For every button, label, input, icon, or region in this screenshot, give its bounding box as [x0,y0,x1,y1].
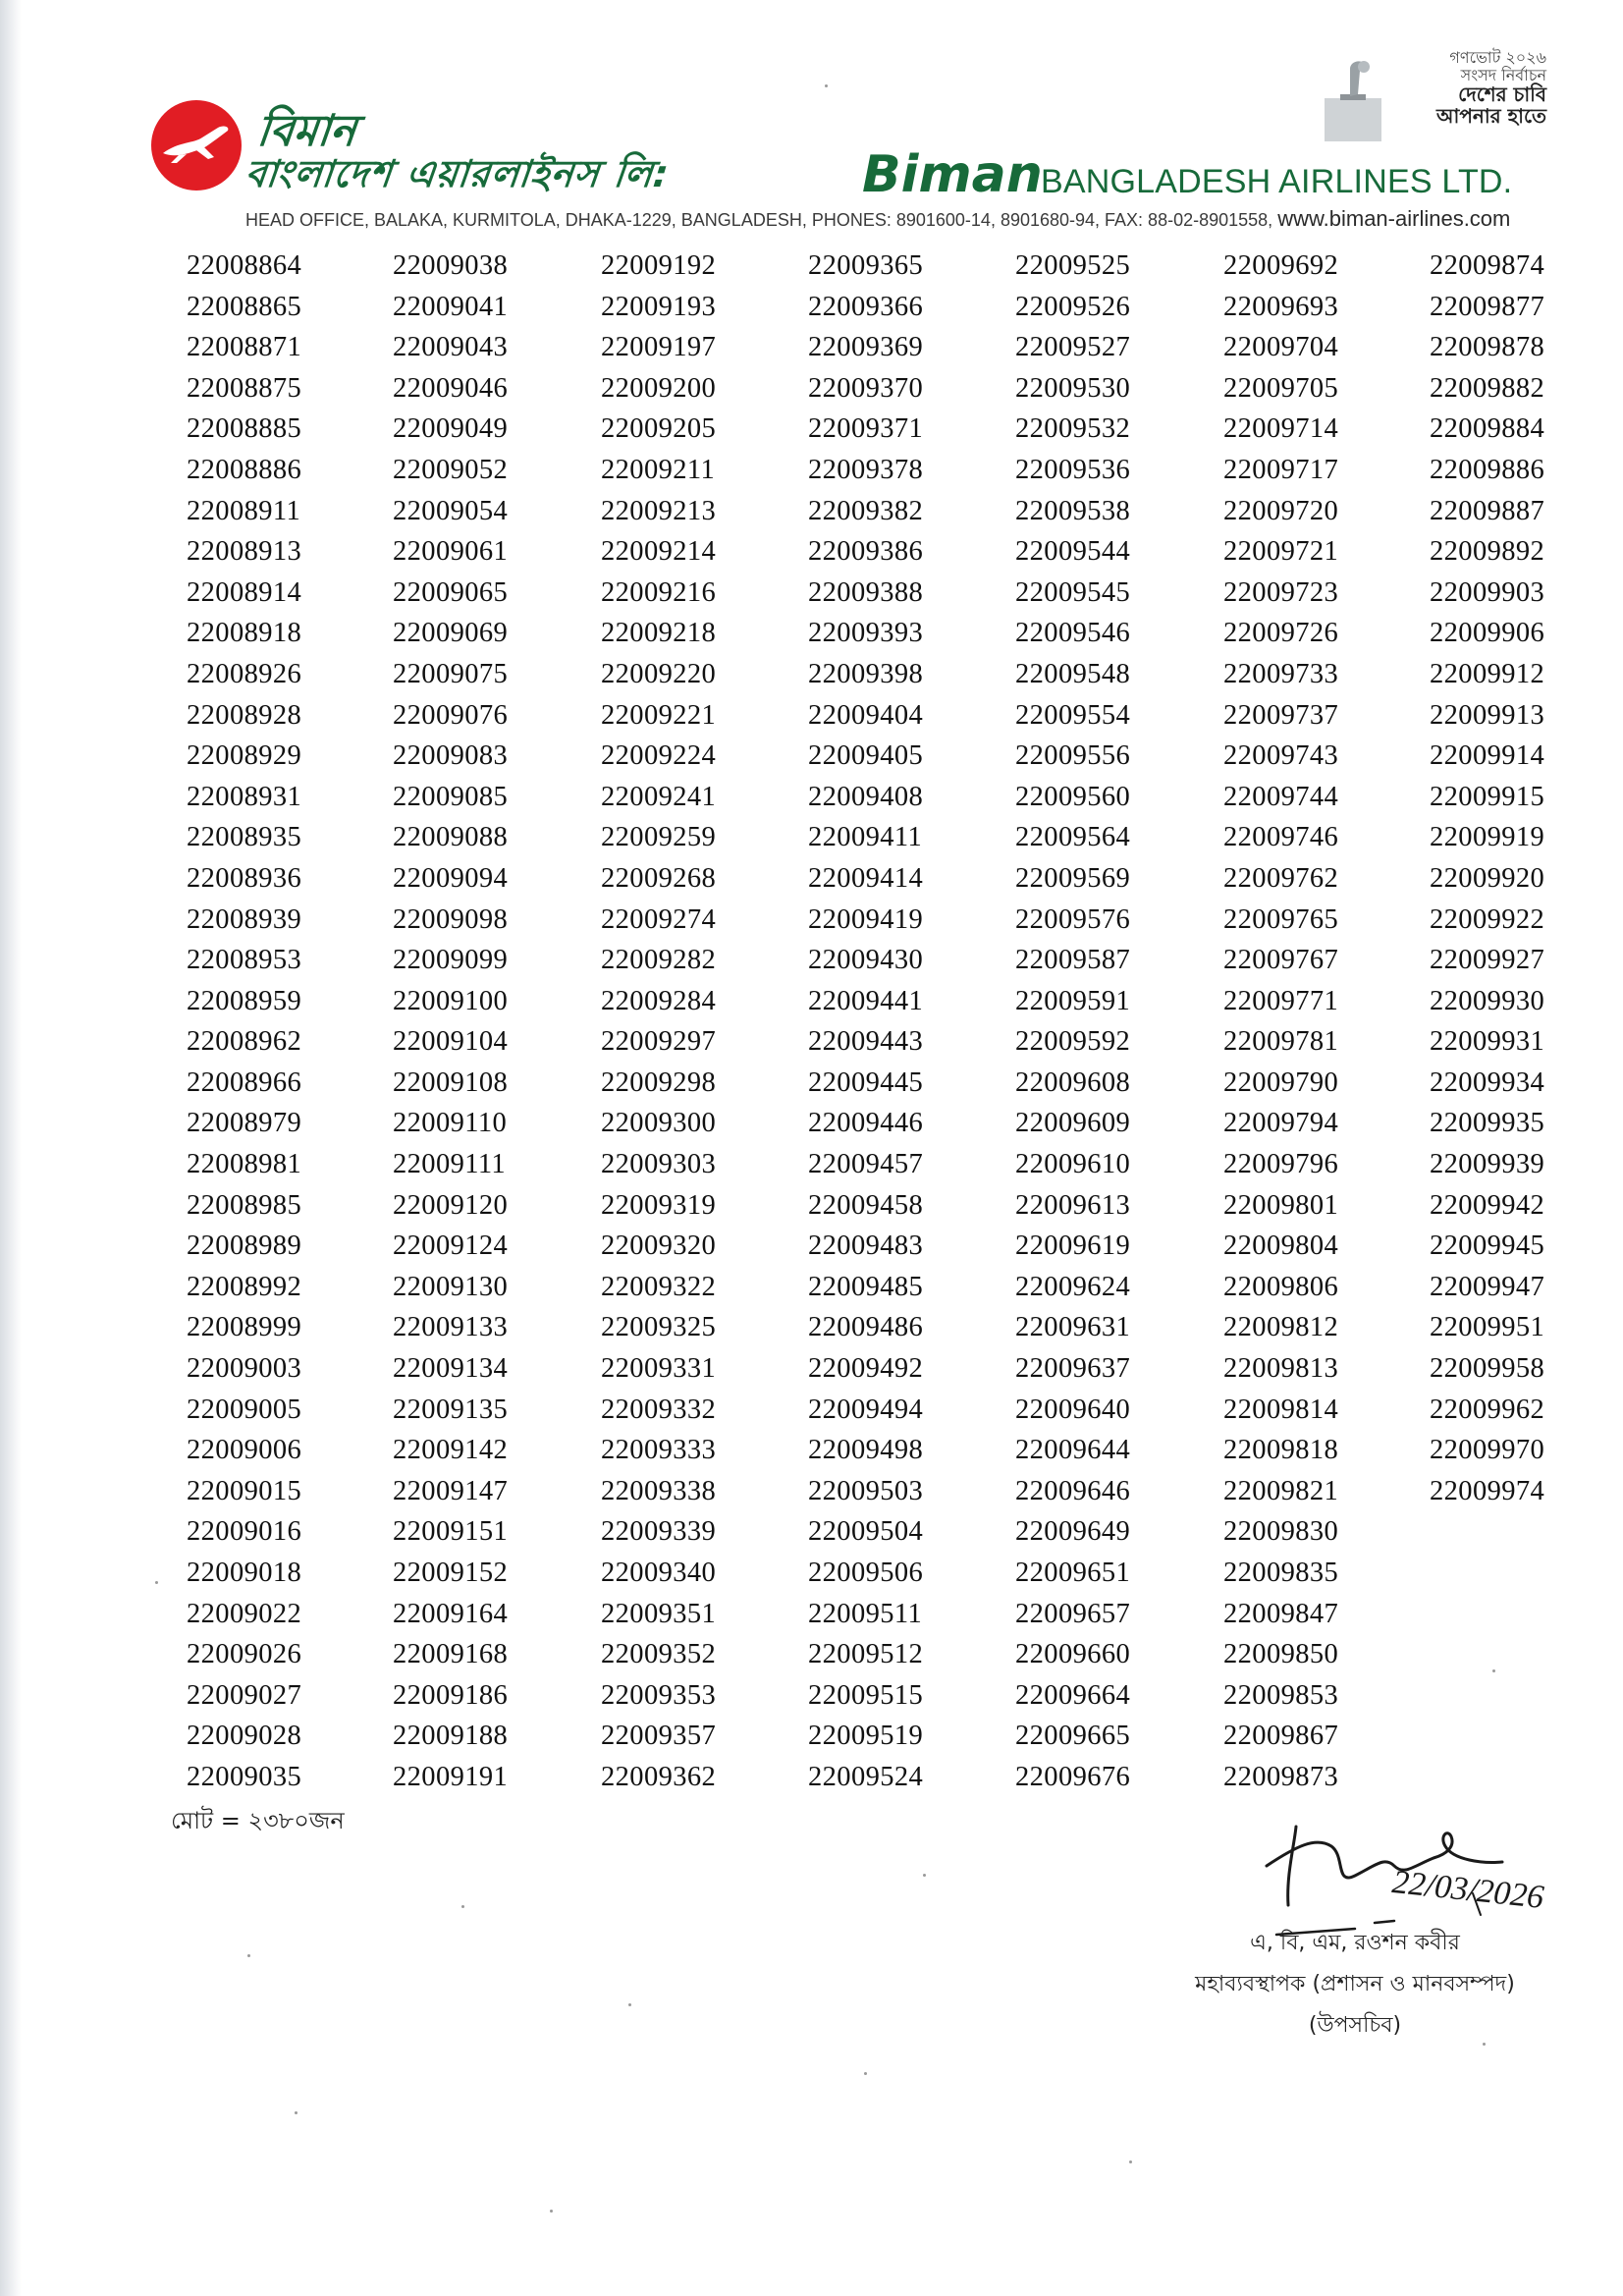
roll-number: 22008914 [187,576,302,608]
roll-number: 22009519 [808,1721,924,1752]
roll-number: 22009804 [1223,1230,1339,1262]
roll-number: 22009069 [393,618,509,649]
roll-number: 22009320 [601,1230,717,1262]
roll-number: 22008928 [187,699,302,731]
roll-number: 22009744 [1223,781,1339,812]
roll-number: 22009027 [187,1679,302,1711]
roll-number: 22009104 [393,1026,509,1058]
roll-number: 22009613 [1015,1189,1131,1221]
roll-number: 22009873 [1223,1761,1339,1792]
roll-number: 22009494 [808,1394,924,1425]
roll-number: 22009221 [601,699,717,731]
roll-number: 22009504 [808,1516,924,1548]
roll-number: 22009664 [1015,1679,1131,1711]
roll-number: 22009609 [1015,1108,1131,1139]
roll-number: 22009430 [808,945,924,976]
roll-number: 22009325 [601,1312,717,1343]
roll-number: 22009765 [1223,903,1339,935]
roll-number: 22009877 [1430,291,1545,322]
roll-number: 22009005 [187,1394,302,1425]
roll-number: 22009644 [1015,1435,1131,1466]
roll-number: 22009151 [393,1516,509,1548]
roll-number: 22009544 [1015,536,1131,568]
roll-number: 22009692 [1223,250,1339,281]
roll-number: 22009483 [808,1230,924,1262]
roll-number: 22009665 [1015,1721,1131,1752]
election-line2: সংসদ নির্বাচন [1460,65,1546,84]
roll-number: 22009576 [1015,903,1131,935]
roll-number: 22009608 [1015,1066,1131,1098]
roll-number: 22009282 [601,945,717,976]
roll-number: 22009405 [808,740,924,772]
roll-number: 22009498 [808,1435,924,1466]
roll-number: 22009192 [601,250,717,281]
roll-number: 22009099 [393,945,509,976]
roll-number: 22009098 [393,903,509,935]
roll-number: 22009723 [1223,576,1339,608]
roll-number: 22009717 [1223,454,1339,485]
roll-number: 22009835 [1223,1558,1339,1588]
roll-number: 22008865 [187,291,302,322]
roll-number: 22009878 [1430,332,1545,363]
roll-column-5 [1015,246,1212,1798]
roll-number: 22009874 [1430,250,1545,281]
roll-number: 22009371 [808,413,924,445]
roll-number: 22009351 [601,1598,717,1629]
roll-number: 22009398 [808,658,924,689]
roll-number: 22009130 [393,1271,509,1302]
roll-number: 22009331 [601,1353,717,1385]
roll-number: 22009914 [1430,740,1545,772]
roll-number: 22009015 [187,1475,302,1506]
roll-number: 22009259 [601,822,717,853]
roll-number: 22009200 [601,372,717,404]
roll-number: 22009168 [393,1639,509,1670]
roll-number: 22009393 [808,618,924,649]
roll-number: 22008935 [187,822,302,853]
roll-number: 22009414 [808,862,924,894]
roll-number: 22009526 [1015,291,1131,322]
roll-number: 22009511 [808,1598,923,1629]
roll-number: 22009378 [808,454,924,485]
roll-number: 22009714 [1223,413,1339,445]
roll-number: 22008959 [187,985,302,1016]
roll-number: 22009188 [393,1721,509,1752]
bengali-airline-name-line2: বাংলাদেশ এয়ারলাইনস লি: [243,152,672,195]
roll-number: 22009457 [808,1149,924,1180]
roll-number: 22009619 [1015,1230,1131,1262]
roll-number: 22009939 [1430,1149,1545,1180]
roll-number: 22009486 [808,1312,924,1343]
roll-number: 22009369 [808,332,924,363]
roll-column-2 [393,246,589,1798]
signer-rank: (উপসচিব) [1308,2013,1402,2038]
roll-number: 22008929 [187,740,302,772]
roll-number: 22009882 [1430,372,1545,404]
roll-number: 22008966 [187,1066,302,1098]
roll-number: 22009300 [601,1108,717,1139]
roll-number: 22009216 [601,576,717,608]
roll-number: 22009591 [1015,985,1131,1016]
roll-number: 22009886 [1430,454,1545,485]
roll-number: 22009214 [601,536,717,568]
roll-number: 22009806 [1223,1271,1339,1302]
election-badge [1321,49,1546,147]
roll-number: 22009637 [1015,1353,1131,1385]
roll-number: 22009268 [601,862,717,894]
roll-number: 22008864 [187,250,302,281]
roll-number: 22009922 [1430,903,1545,935]
roll-number: 22008985 [187,1189,302,1221]
roll-number: 22009853 [1223,1679,1339,1711]
roll-number: 22009920 [1430,862,1545,894]
roll-number: 22009720 [1223,495,1339,526]
roll-number: 22009085 [393,781,509,812]
roll-column-3 [601,246,797,1798]
roll-number: 22009813 [1223,1353,1339,1385]
roll-number: 22009640 [1015,1394,1131,1425]
election-slogan-line1: দেশের চাবি [1458,82,1546,107]
roll-number: 22009830 [1223,1516,1339,1548]
roll-number: 22009218 [601,618,717,649]
roll-number: 22009726 [1223,618,1339,649]
roll-number: 22009930 [1430,985,1545,1016]
roll-number: 22009362 [601,1761,717,1792]
signer-name: এ, বি, এম, রওশন কবীর [1250,1931,1460,1955]
roll-number: 22009503 [808,1475,924,1506]
roll-number: 22009548 [1015,658,1131,689]
roll-number: 22009339 [601,1516,717,1548]
roll-number: 22008981 [187,1149,302,1180]
roll-number: 22009545 [1015,576,1131,608]
roll-number: 22009445 [808,1066,924,1098]
address-text: HEAD OFFICE, BALAKA, KURMITOLA, DHAKA-1229, BANGLADESH, PHONES: 8901600-14, 8901680-94, FAX: 88-02-8901558, [245,210,1273,230]
roll-number: 22008886 [187,454,302,485]
roll-number: 22009934 [1430,1066,1545,1098]
roll-number: 22009386 [808,536,924,568]
roll-number: 22009408 [808,781,924,812]
roll-number: 22009419 [808,903,924,935]
roll-number: 22009443 [808,1026,924,1058]
election-line1: গণভোট ২০২৬ [1449,48,1546,67]
ballot-box-icon [1321,55,1397,145]
roll-column-7 [1430,246,1623,1511]
roll-number: 22009193 [601,291,717,322]
roll-number: 22009624 [1015,1271,1131,1302]
roll-number: 22008936 [187,862,302,894]
roll-number: 22008885 [187,413,302,445]
roll-number: 22009781 [1223,1026,1339,1058]
roll-number: 22009974 [1430,1475,1545,1506]
roll-number: 22008911 [187,495,301,526]
roll-number: 22009762 [1223,862,1339,894]
roll-column-4 [808,246,1004,1798]
roll-number: 22009733 [1223,658,1339,689]
roll-number: 22009446 [808,1108,924,1139]
roll-number: 22009527 [1015,332,1131,363]
roll-number: 22009191 [393,1761,509,1792]
signature-date: 22/03/2026 [1390,1864,1546,1916]
roll-number: 22008999 [187,1312,302,1343]
roll-number: 22009043 [393,332,509,363]
roll-number: 22009556 [1015,740,1131,772]
roll-number: 22009076 [393,699,509,731]
roll-number: 22009274 [601,903,717,935]
roll-number: 22009660 [1015,1639,1131,1670]
roll-number: 22009333 [601,1435,717,1466]
roll-number: 22009592 [1015,1026,1131,1058]
roll-number: 22009515 [808,1679,924,1711]
roll-number: 22009536 [1015,454,1131,485]
roll-number: 22009065 [393,576,509,608]
roll-number: 22008931 [187,781,302,812]
roll-number: 22009322 [601,1271,717,1302]
roll-number: 22009152 [393,1558,509,1588]
roll-number: 22009061 [393,536,509,568]
roll-number: 22009913 [1430,699,1545,731]
roll-number: 22009693 [1223,291,1339,322]
website-link[interactable]: www.biman-airlines.com [1277,206,1511,231]
roll-number: 22009441 [808,985,924,1016]
roll-number: 22009124 [393,1230,509,1262]
roll-number: 22009404 [808,699,924,731]
roll-number: 22009054 [393,495,509,526]
roll-number: 22009284 [601,985,717,1016]
roll-number: 22009512 [808,1639,924,1670]
roll-number: 22009818 [1223,1435,1339,1466]
roll-number: 22009906 [1430,618,1545,649]
roll-number: 22008989 [187,1230,302,1262]
roll-number: 22008918 [187,618,302,649]
roll-number: 22009224 [601,740,717,772]
roll-number: 22009458 [808,1189,924,1221]
roll-number: 22009366 [808,291,924,322]
roll-number: 22009945 [1430,1230,1545,1262]
roll-number: 22009197 [601,332,717,363]
roll-number: 22009075 [393,658,509,689]
roll-number: 22009083 [393,740,509,772]
roll-number: 22009220 [601,658,717,689]
biman-bird-logo-icon [149,98,243,192]
roll-number: 22009297 [601,1026,717,1058]
roll-number: 22009133 [393,1312,509,1343]
roll-number: 22009546 [1015,618,1131,649]
roll-number: 22009743 [1223,740,1339,772]
roll-number: 22009052 [393,454,509,485]
roll-number: 22009721 [1223,536,1339,568]
roll-number: 22009164 [393,1598,509,1629]
roll-number: 22009814 [1223,1394,1339,1425]
roll-number: 22009812 [1223,1312,1339,1343]
roll-number: 22009651 [1015,1558,1131,1588]
roll-number: 22009524 [808,1761,924,1792]
roll-number: 22009847 [1223,1598,1339,1629]
roll-number: 22008992 [187,1271,302,1302]
roll-number: 22009506 [808,1558,924,1588]
roll-number: 22009370 [808,372,924,404]
roll-number: 22009049 [393,413,509,445]
roll-number: 22009631 [1015,1312,1131,1343]
election-slogan-line2: আপনার হাতে [1436,104,1546,129]
roll-number: 22009867 [1223,1721,1339,1752]
total-count: মোট = ২৩৮০জন [171,1807,345,1834]
roll-number: 22008962 [187,1026,302,1058]
roll-number: 22009338 [601,1475,717,1506]
roll-number: 22009241 [601,781,717,812]
roll-column-1 [187,246,383,1798]
roll-number: 22009746 [1223,822,1339,853]
roll-number: 22009554 [1015,699,1131,731]
roll-number: 22009676 [1015,1761,1131,1792]
roll-number: 22009564 [1015,822,1131,853]
roll-number: 22009016 [187,1516,302,1548]
roll-number: 22009927 [1430,945,1545,976]
roll-number: 22009538 [1015,495,1131,526]
roll-number: 22009485 [808,1271,924,1302]
bengali-airline-name-line1: বিমান [254,106,359,156]
roll-number: 22009388 [808,576,924,608]
roll-number: 22009821 [1223,1475,1339,1506]
roll-number: 22009411 [808,822,923,853]
roll-number: 22009110 [393,1108,508,1139]
roll-number: 22009801 [1223,1189,1339,1221]
roll-number: 22009525 [1015,250,1131,281]
roll-number: 22009931 [1430,1026,1545,1058]
roll-number: 22009942 [1430,1189,1545,1221]
roll-number: 22009646 [1015,1475,1131,1506]
roll-number: 22009186 [393,1679,509,1711]
brand-name-rest: BANGLADESH AIRLINES LTD. [1041,163,1513,200]
roll-number: 22009892 [1430,536,1545,568]
letterhead [0,0,1623,246]
roll-number: 22009935 [1430,1108,1545,1139]
roll-number: 22009790 [1223,1066,1339,1098]
roll-number: 22009357 [601,1721,717,1752]
roll-number: 22009352 [601,1639,717,1670]
roll-number: 22009649 [1015,1516,1131,1548]
roll-number: 22009211 [601,454,716,485]
roll-number: 22009135 [393,1394,509,1425]
roll-number: 22009213 [601,495,717,526]
roll-number: 22009046 [393,372,509,404]
roll-number: 22009142 [393,1435,509,1466]
roll-number: 22008913 [187,536,302,568]
roll-number: 22008871 [187,332,302,363]
roll-number: 22009919 [1430,822,1545,853]
roll-number: 22009111 [393,1149,507,1180]
roll-number: 22009018 [187,1558,302,1588]
roll-number: 22009332 [601,1394,717,1425]
roll-number: 22009530 [1015,372,1131,404]
roll-number: 22008979 [187,1108,302,1139]
roll-number: 22009100 [393,985,509,1016]
roll-number: 22009353 [601,1679,717,1711]
roll-number: 22009038 [393,250,509,281]
brand-name-biman: Biman [862,145,1043,204]
roll-number: 22009026 [187,1639,302,1670]
roll-number: 22008939 [187,903,302,935]
roll-number: 22009303 [601,1149,717,1180]
roll-number: 22009610 [1015,1149,1131,1180]
roll-number: 22009850 [1223,1639,1339,1670]
roll-number: 22009705 [1223,372,1339,404]
roll-number: 22009947 [1430,1271,1545,1302]
roll-number: 22009737 [1223,699,1339,731]
roll-number: 22009794 [1223,1108,1339,1139]
roll-number: 22009319 [601,1189,717,1221]
roll-number: 22009003 [187,1353,302,1385]
roll-number: 22009587 [1015,945,1131,976]
signer-designation: মহাব্যবস্থাপক (প্রশাসন ও মানবসম্পদ) [1195,1972,1515,1996]
roll-column-6 [1223,246,1420,1798]
roll-number: 22009560 [1015,781,1131,812]
roll-number: 22009340 [601,1558,717,1588]
roll-number: 22009915 [1430,781,1545,812]
roll-number: 22009657 [1015,1598,1131,1629]
roll-number: 22009088 [393,822,509,853]
roll-number: 22009912 [1430,658,1545,689]
roll-number: 22009951 [1430,1312,1545,1343]
roll-number: 22009134 [393,1353,509,1385]
roll-number: 22008926 [187,658,302,689]
roll-number: 22009006 [187,1435,302,1466]
roll-number: 22009094 [393,862,509,894]
roll-number: 22009887 [1430,495,1545,526]
roll-number: 22009704 [1223,332,1339,363]
roll-number: 22009205 [601,413,717,445]
roll-number: 22009120 [393,1189,509,1221]
roll-number: 22009958 [1430,1353,1545,1385]
roll-number: 22009028 [187,1721,302,1752]
roll-number: 22009903 [1430,576,1545,608]
roll-number: 22009767 [1223,945,1339,976]
signer-block [1100,1923,1610,2047]
roll-number: 22009035 [187,1761,302,1792]
roll-number-list [0,246,1623,1807]
roll-number: 22009771 [1223,985,1339,1016]
roll-number: 22009298 [601,1066,717,1098]
roll-number: 22009041 [393,291,509,322]
roll-number: 22008953 [187,945,302,976]
roll-number: 22009884 [1430,413,1545,445]
head-office-address [245,208,1510,230]
roll-number: 22009532 [1015,413,1131,445]
roll-number: 22009970 [1430,1435,1545,1466]
roll-number: 22009796 [1223,1149,1339,1180]
roll-number: 22009147 [393,1475,509,1506]
roll-number: 22009108 [393,1066,509,1098]
roll-number: 22009022 [187,1598,302,1629]
roll-number: 22009365 [808,250,924,281]
roll-number: 22009492 [808,1353,924,1385]
roll-number: 22009382 [808,495,924,526]
roll-number: 22009962 [1430,1394,1545,1425]
roll-number: 22008875 [187,372,302,404]
roll-number: 22009569 [1015,862,1131,894]
